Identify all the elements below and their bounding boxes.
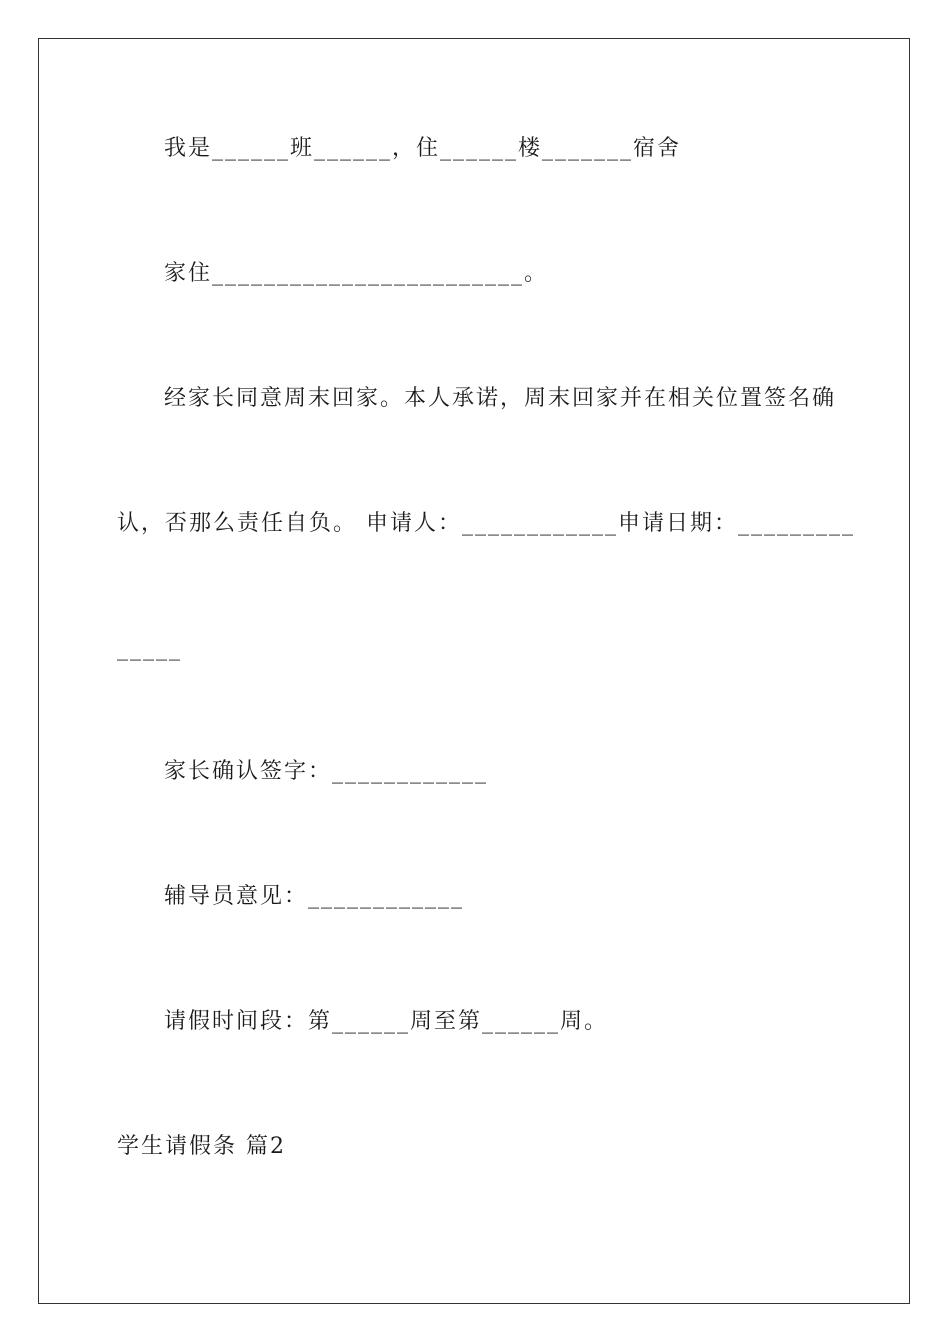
page-border: [38, 38, 910, 1304]
line-responsibility-applicant: 认，否那么责任自负。 申请人：____________申请日期：_________: [117, 511, 855, 536]
line-parent-consent: 经家长同意周末回家。本人承诺，周末回家并在相关位置签名确: [164, 386, 837, 411]
line-home-address: 家住________________________。: [164, 261, 549, 286]
line-parent-signature: 家长确认签字：____________: [164, 759, 489, 784]
section-title: 学生请假条 篇2: [117, 1134, 286, 1159]
line-counselor-opinion: 辅导员意见：____________: [164, 884, 465, 909]
line-identity: 我是______班______，住______楼_______宿舍: [164, 136, 682, 161]
line-leave-period: 请假时间段：第______周至第______周。: [164, 1009, 609, 1034]
line-date-continuation: _____: [117, 636, 182, 661]
